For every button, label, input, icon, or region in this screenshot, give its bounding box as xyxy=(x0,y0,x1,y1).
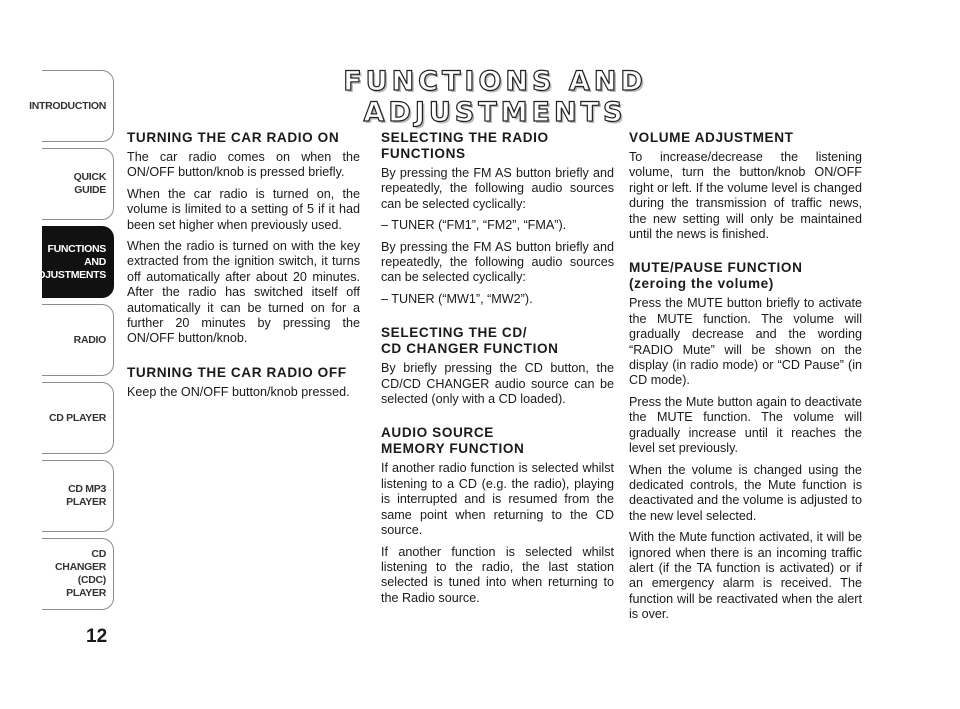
paragraph: Keep the ON/OFF button/knob pressed. xyxy=(127,384,350,399)
column-3 xyxy=(629,130,862,629)
paragraph: When the volume is changed using the dedicated controls, the Mute function is deactivated and the volume is adjusted to the new level selected. xyxy=(629,462,862,523)
paragraph: By pressing the FM AS button briefly and repeatedly, the following audio sources can be selected cyclically: xyxy=(381,166,614,211)
heading-audio-source-memory: AUDIO SOURCE MEMORY FUNCTION xyxy=(381,425,525,457)
paragraph: If another radio function is selected whilst listening to a CD (e.g. the radio), playing is interrupted and is resumed from the same point when returning to the CD source. xyxy=(381,461,614,538)
heading-mute-pause: MUTE/PAUSE FUNCTION (zeroing the volume) xyxy=(629,260,803,292)
paragraph: To increase/decrease the listening volume, turn the button/knob ON/OFF right or left. If the volume level is changed during the transmission of traffic news, the new setting will only be maintained until the news is finished. xyxy=(629,150,862,242)
heading-turning-off: TURNING THE CAR RADIO OFF xyxy=(127,364,347,380)
tab-cd-mp3-player[interactable]: CD MP3 PLAYER xyxy=(42,460,114,532)
paragraph: – TUNER (“MW1”, “MW2”). xyxy=(381,291,533,306)
column-1 xyxy=(127,130,360,406)
spacer xyxy=(127,353,360,365)
tab-quick-guide[interactable]: QUICK GUIDE xyxy=(42,148,114,220)
tab-functions-and-adjustments[interactable]: FUNCTIONS AND ADJUSTMENTS xyxy=(42,226,114,298)
heading-volume-adjustment: VOLUME ADJUSTMENT xyxy=(629,130,794,145)
paragraph: With the Mute function activated, it will be ignored when there is an incoming traffic alert (if the TA function is activated) or if an emergency alarm is received. The function will be reactivated when the alert is over. xyxy=(629,530,862,622)
tab-cd-changer-player[interactable]: CD CHANGER (CDC) PLAYER xyxy=(42,538,114,610)
page-number: 12 xyxy=(86,626,108,647)
tab-radio[interactable]: RADIO xyxy=(42,304,114,376)
page-title: FUNCTIONS AND ADJUSTMENTS xyxy=(343,66,647,128)
tab-cd-player[interactable]: CD PLAYER xyxy=(42,382,114,454)
paragraph: Press the Mute button again to deactivate the MUTE function. The volume will gradually increase until it reaches the level set previously. xyxy=(629,394,862,456)
paragraph: If another function is selected whilst listening to the radio, the last station selected is tuned into when returning to the Radio source. xyxy=(381,544,614,605)
spacer xyxy=(381,313,614,325)
paragraph: By pressing the FM AS button briefly and repeatedly, the following audio sources can be selected cyclically: xyxy=(381,239,614,285)
paragraph: When the car radio is turned on, the volume is limited to a setting of 5 if it had been set higher when previously used. xyxy=(127,186,360,232)
paragraph: By briefly pressing the CD button, the CD/CD CHANGER audio source can be selected (only with a CD loaded). xyxy=(381,361,614,407)
heading-selecting-radio-functions: SELECTING THE RADIO FUNCTIONS xyxy=(381,130,549,161)
column-2 xyxy=(381,130,614,612)
spacer xyxy=(629,248,862,260)
paragraph: – TUNER (“FM1”, “FM2”, “FMA”). xyxy=(381,218,567,233)
spacer xyxy=(381,413,614,425)
heading-selecting-cd: SELECTING THE CD/ CD CHANGER FUNCTION xyxy=(381,325,559,357)
paragraph: When the radio is turned on with the key extracted from the ignition switch, it turns off automatically after about 20 minutes. After the radio has switched itself off automatically it can be turned on for a further 20 minutes by pressing the ON/OFF button/knob. xyxy=(127,239,360,346)
tab-introduction[interactable]: INTRODUCTION xyxy=(42,70,114,142)
paragraph: Press the MUTE button briefly to activate the MUTE function. The volume will gradually decrease and the wording “RADIO Mute” will be shown on the display (in radio mode) or “CD Pause” (in CD mode). xyxy=(629,296,862,388)
paragraph: The car radio comes on when the ON/OFF button/knob is pressed briefly. xyxy=(127,150,360,180)
heading-turning-on: TURNING THE CAR RADIO ON xyxy=(127,130,340,145)
